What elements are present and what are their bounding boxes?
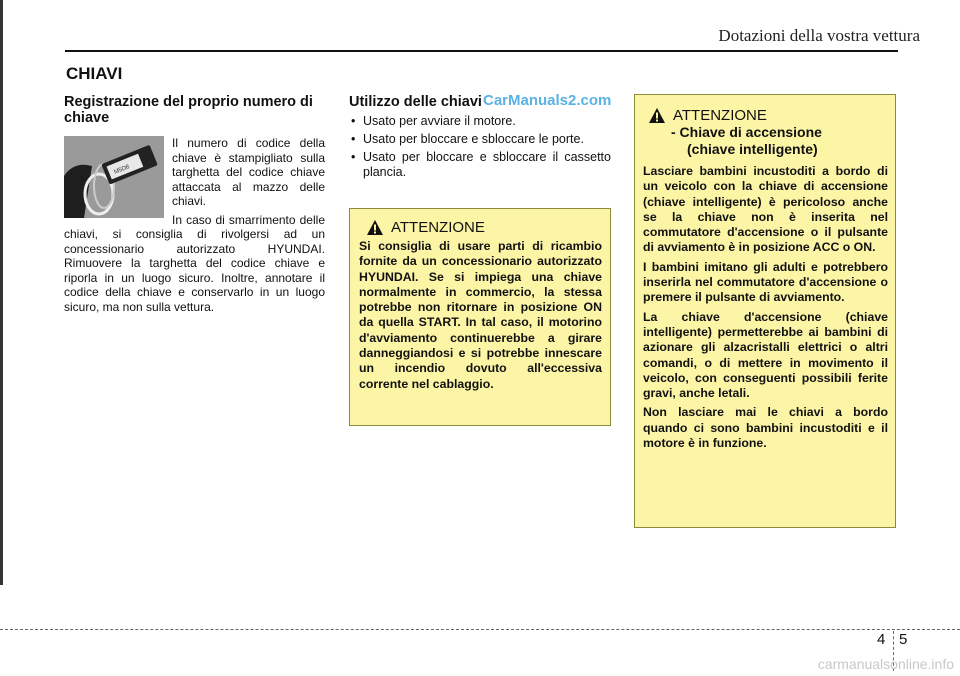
warning-box-spare-keys [349,208,611,426]
registration-paragraph-1: Il numero di codice della chiave è stampigliato sulla targhetta del codice chiave attaccata al mazzo delle chiavi. [172,136,325,208]
warning-subtitle: - Chiave di accensione [671,124,822,140]
warning-box-smart-key [634,94,896,528]
warning-triangle-icon [367,220,383,235]
chapter-number: 4 [877,631,886,648]
key-tag-image [64,136,164,218]
svg-text:M5D8: M5D8 [113,164,131,176]
page-header-title: Dotazioni della vostra vettura [718,26,920,45]
warning-title: ATTENZIONE [673,107,767,124]
usage-list [349,114,611,180]
footer-divider [0,629,960,630]
usage-heading: Utilizzo delle chiavi [349,94,482,110]
warning-text: Si consiglia di usare parti di ricambio fornite da un concessionario autorizzato HYUNDAI. Se si impiega una chiave normalmente in commercio, la stessa potrebbe non ritornare in posizione ON da quella START. In tal caso, il motorino d'avviamento continuerebbe a girare danneggiandosi e si potrebbe innescare un incendio dovuto all'eccessiva corrente nel cablaggio. [359,239,602,391]
list-item: • Usato per bloccare e sbloccare le porte. [349,132,611,147]
section-title: CHIAVI [66,64,123,83]
registration-paragraph-2: In caso di smarrimento delle chiavi, si consiglia di rivolgersi ad un concessionario autorizzato HYUNDAI. Rimuovere la targhetta del codice chiave e riporla in un luogo sicuro. Inoltre, annotare il codice della chiave e conservarlo in un luogo sicuro, ma non sulla vettura. [64,212,325,314]
list-item: • Usato per avviare il motore. [349,114,611,129]
page-number: 5 [899,631,908,648]
watermark-bottom: carmanualsonline.info [817,656,954,672]
left-margin-rule [0,0,3,585]
warning-triangle-icon [649,108,665,123]
watermark-link[interactable]: CarManuals2.com [483,92,612,109]
warning-title: ATTENZIONE [391,219,485,236]
warning-paragraph: La chiave d'accensione (chiave intelligente) permetterebbe ai bambini di azionare gli alzacristalli elettrici o altri comandi, o di mettere in movimento il veicolo, con conseguenti possibili ferite gravi, anche letali. [643,309,888,401]
warning-paragraph: I bambini imitano gli adulti e potrebbero inserirla nel commutatore d'accensione o premere il pulsante di avviamento. [643,259,888,305]
registration-column [64,94,325,314]
warning-paragraph: Non lasciare mai le chiavi a bordo quando ci sono bambini incustoditi e il motore è in funzione. [643,405,888,451]
registration-heading: Registrazione del proprio numero di chiave [64,94,313,126]
list-item: • Usato per bloccare e sbloccare il cassetto plancia. [349,150,611,180]
warning-paragraph: Lasciare bambini incustoditi a bordo di un veicolo con la chiave di accensione (chiave intelligente) è pericoloso anche se la chiave non è inserita nel commutatore d'accensione o il pulsante di avviamento è in posizione ACC o ON. [643,164,888,255]
warning-subtitle-2: (chiave intelligente) [687,141,818,157]
header-divider [65,50,898,52]
